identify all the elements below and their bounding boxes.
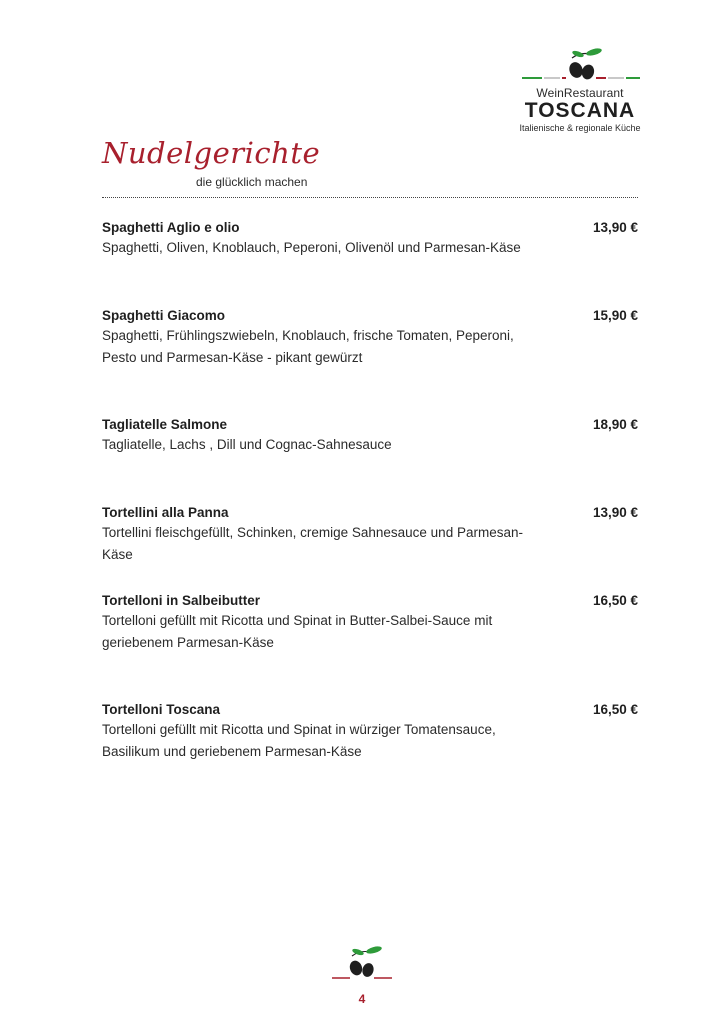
item-price: 18,90 € xyxy=(592,417,638,432)
footer-logo xyxy=(330,944,394,987)
item-description: Tortelloni gefüllt mit Ricotta und Spinat in würziger Tomatensauce, Basilikum und geriebenem Parmesan-Käse xyxy=(102,722,496,759)
item-price: 16,50 € xyxy=(592,593,638,608)
menu-item xyxy=(102,308,638,369)
logo-pretitle: WeinRestaurant xyxy=(536,86,624,100)
restaurant-logo xyxy=(510,44,650,133)
item-description: Spaghetti, Frühlingszwiebeln, Knoblauch, frische Tomaten, Peperoni, Pesto und Parmesan-Käse - pikant gewürzt xyxy=(102,328,514,365)
item-name: Tortelloni Toscana xyxy=(102,702,221,717)
item-description: Spaghetti, Oliven, Knoblauch, Peperoni, Olivenöl und Parmesan-Käse xyxy=(102,240,521,255)
item-name: Tagliatelle Salmone xyxy=(102,417,228,432)
item-price: 16,50 € xyxy=(592,702,638,717)
page-number: 4 xyxy=(358,992,366,1006)
dotted-divider xyxy=(102,197,638,198)
logo-name: TOSCANA xyxy=(524,99,636,122)
item-name: Tortelloni in Salbeibutter xyxy=(102,593,261,608)
olive-branch-icon xyxy=(330,944,394,982)
item-description: Tortellini fleischgefüllt, Schinken, cremige Sahnesauce und Parmesan-Käse xyxy=(102,525,523,562)
logo-tagline: Italienische & regionale Küche xyxy=(519,123,641,133)
menu-item xyxy=(102,702,638,763)
item-description: Tagliatelle, Lachs , Dill und Cognac-Sahnesauce xyxy=(102,437,392,452)
menu-item xyxy=(102,505,638,566)
item-price: 13,90 € xyxy=(592,505,638,520)
menu-item xyxy=(102,417,638,456)
section-subtitle: die glücklich machen xyxy=(196,175,308,189)
item-name: Tortellini alla Panna xyxy=(102,505,229,520)
item-name: Spaghetti Giacomo xyxy=(102,308,226,323)
menu-item xyxy=(102,593,638,654)
item-description: Tortelloni gefüllt mit Ricotta und Spinat in Butter-Salbei-Sauce mit geriebenem Parmesan-Käse xyxy=(102,613,493,650)
item-name: Spaghetti Aglio e olio xyxy=(102,220,240,235)
menu-item xyxy=(102,220,638,259)
item-price: 13,90 € xyxy=(592,220,638,235)
olive-branch-icon xyxy=(516,44,644,84)
section-title: Nudelgerichte xyxy=(102,136,321,170)
item-price: 15,90 € xyxy=(592,308,638,323)
